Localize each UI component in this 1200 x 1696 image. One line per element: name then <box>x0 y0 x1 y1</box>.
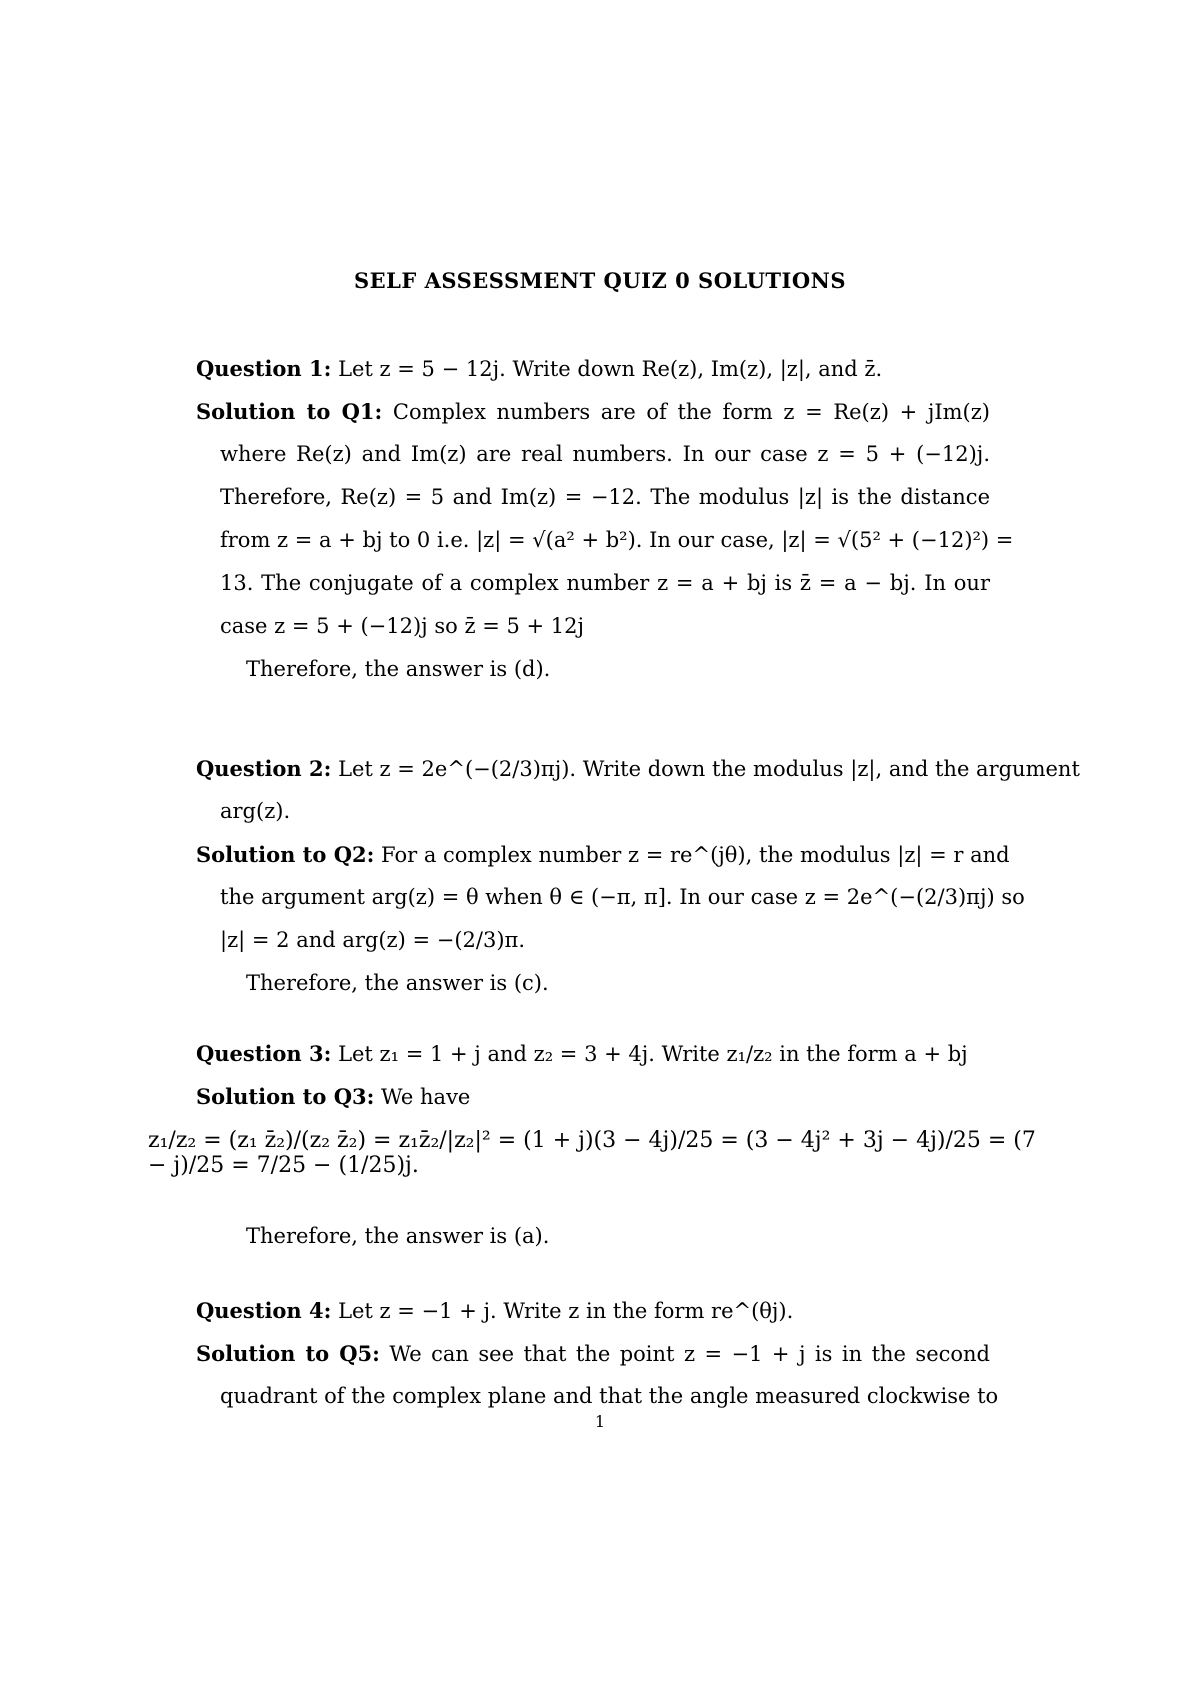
question-4-label: Question 4: <box>196 1298 332 1323</box>
solution-1-line-1 <box>196 401 990 423</box>
question-1-label: Question 1: <box>196 356 332 381</box>
solution-4-label: Solution to Q5: <box>196 1341 380 1366</box>
question-3-label: Question 3: <box>196 1041 332 1066</box>
page-number: 1 <box>594 1412 606 1431</box>
solution-1-label: Solution to Q1: <box>196 399 383 424</box>
solution-2-line-2: the argument arg(z) = θ when θ ∈ (−π, π]. In our case z = 2e^(−(2/3)πj) so <box>220 885 1025 909</box>
answer-3: Therefore, the answer is (a). <box>246 1224 550 1248</box>
solution-3-text: We have <box>381 1085 471 1109</box>
question-4 <box>196 1300 793 1322</box>
solution-4-text-1: We can see that the point z = −1 + j is in the second <box>389 1342 991 1366</box>
display-equation <box>148 1128 1048 1178</box>
solution-1-line-6: case z = 5 + (−12)j so z̄ = 5 + 12j <box>220 614 585 638</box>
solution-1-text-1: Complex numbers are of the form z = Re(z) + jIm(z) <box>392 400 991 424</box>
display-equation-text: z₁/z₂ = (z₁ z̄₂)/(z₂ z̄₂) = z₁z̄₂/|z₂|² = (1 + j)(3 − 4j)/25 = (3 − 4j² + 3j − 4j)/25 = (7 − j)/25 = 7/25 − (1/25)j. <box>148 1128 1036 1178</box>
solution-1-line-5: 13. The conjugate of a complex number z = a + bj is z̄ = a − bj. In our <box>220 571 990 595</box>
question-3 <box>196 1043 968 1065</box>
solution-2-text-1: For a complex number z = re^(jθ), the modulus |z| = r and <box>381 843 1010 867</box>
question-3-text: Let z₁ = 1 + j and z₂ = 3 + 4j. Write z₁/z₂ in the form a + bj <box>338 1042 968 1066</box>
question-2-label: Question 2: <box>196 756 332 781</box>
question-2-line-2: arg(z). <box>220 799 291 823</box>
question-1 <box>196 358 882 380</box>
answer-1: Therefore, the answer is (d). <box>246 657 551 681</box>
solution-2-line-3: |z| = 2 and arg(z) = −(2/3)π. <box>220 928 526 952</box>
solution-1-line-3: Therefore, Re(z) = 5 and Im(z) = −12. The modulus |z| is the distance <box>220 485 990 509</box>
page-title: SELF ASSESSMENT QUIZ 0 SOLUTIONS <box>353 268 847 293</box>
question-2-line-1 <box>196 756 1080 781</box>
question-1-text: Let z = 5 − 12j. Write down Re(z), Im(z), |z|, and z̄. <box>338 357 883 381</box>
solution-4-line-1 <box>196 1343 990 1365</box>
solution-2-label: Solution to Q2: <box>196 842 375 867</box>
solution-3-label: Solution to Q3: <box>196 1084 375 1109</box>
solution-2-line-1 <box>196 842 1010 867</box>
question-4-text: Let z = −1 + j. Write z in the form re^(θj). <box>338 1299 794 1323</box>
solution-3 <box>196 1086 470 1108</box>
solution-1-line-4: from z = a + bj to 0 i.e. |z| = √(a² + b²). In our case, |z| = √(5² + (−12)²) = <box>220 528 1014 552</box>
solution-4-line-2: quadrant of the complex plane and that the angle measured clockwise to <box>220 1384 999 1408</box>
solution-1-line-2: where Re(z) and Im(z) are real numbers. In our case z = 5 + (−12)j. <box>220 442 990 466</box>
answer-2: Therefore, the answer is (c). <box>246 971 549 995</box>
question-2-text-1: Let z = 2e^(−(2/3)πj). Write down the modulus |z|, and the argument <box>338 757 1080 781</box>
